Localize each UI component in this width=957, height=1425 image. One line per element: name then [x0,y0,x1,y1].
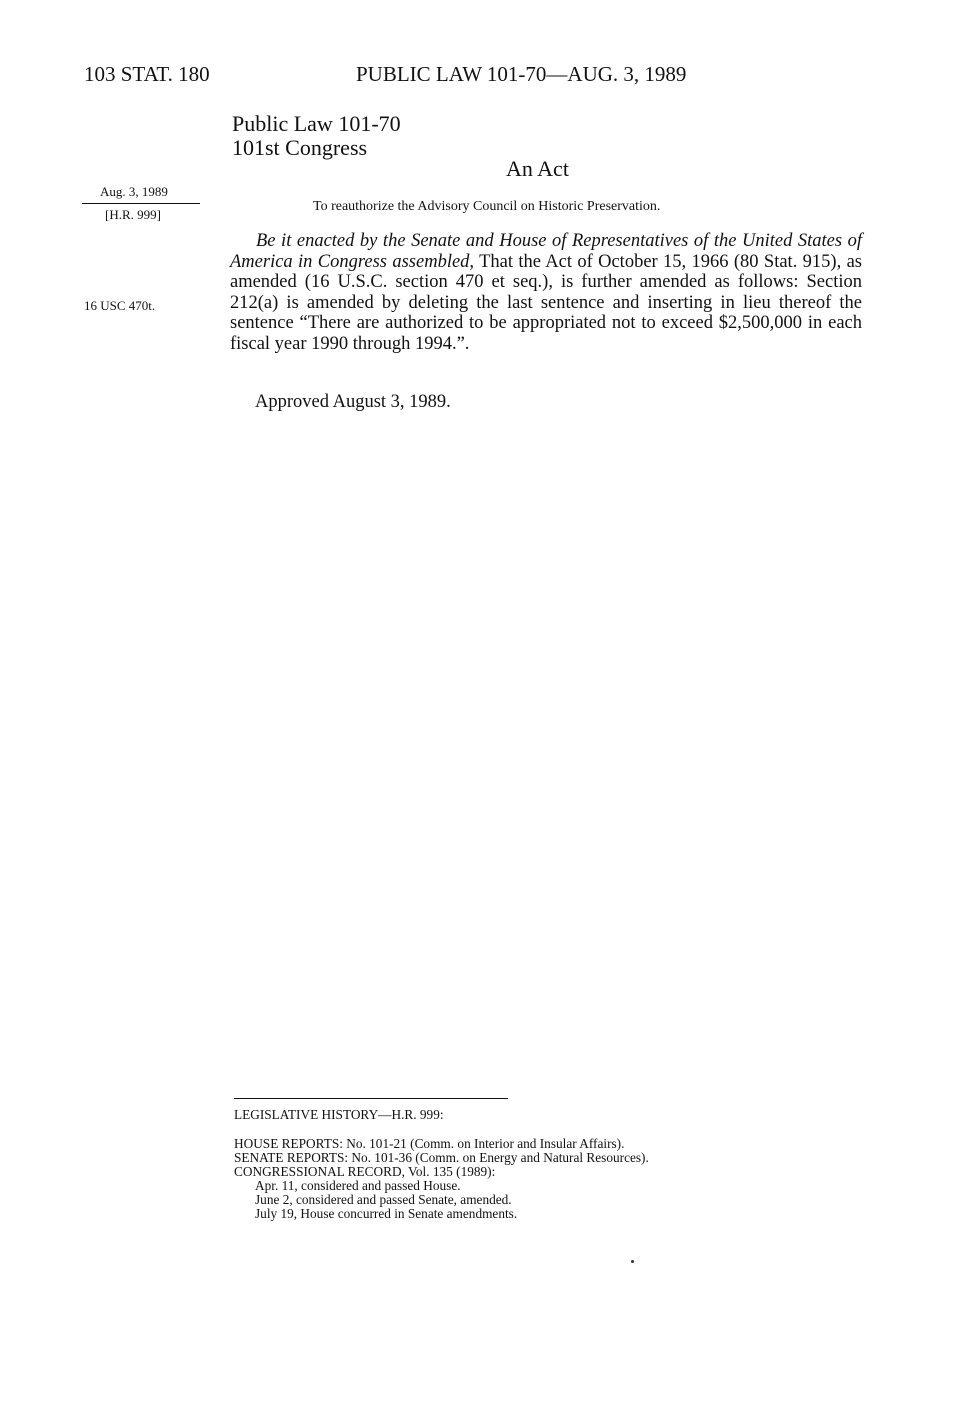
approval-date: Approved August 3, 1989. [255,392,451,412]
scan-speck [631,1260,634,1263]
legislative-history-heading: LEGISLATIVE HISTORY—H.R. 999: [234,1107,444,1122]
margin-date: Aug. 3, 1989 [100,184,168,199]
senate-reports: SENATE REPORTS: No. 101-36 (Comm. on Energy and Natural Resources). [234,1150,649,1165]
enacting-clause: Be it enacted by the Senate and House of Representatives of the United States of America in Congress assembled, [230,231,862,272]
enacting-paragraph [230,231,862,354]
margin-usc-citation: 16 USC 470t. [84,298,156,313]
history-action: Apr. 11, considered and passed House. [255,1178,461,1193]
margin-divider [82,203,200,204]
running-head: PUBLIC LAW 101-70—AUG. 3, 1989 [356,62,687,86]
house-reports: HOUSE REPORTS: No. 101-21 (Comm. on Interior and Insular Affairs). [234,1136,625,1151]
purpose-statement: To reauthorize the Advisory Council on Historic Preservation. [313,199,661,214]
statute-citation: 103 STAT. 180 [84,62,210,86]
history-action: June 2, considered and passed Senate, amended. [255,1192,512,1207]
footnote-divider [234,1098,508,1099]
an-act-heading: An Act [506,156,569,181]
margin-bill-number: [H.R. 999] [105,207,161,222]
congressional-record: CONGRESSIONAL RECORD, Vol. 135 (1989): [234,1164,496,1179]
public-law-number: Public Law 101-70 [232,111,401,136]
body-text: That the Act of October 15, 1966 (80 Stat. 915), as amended (16 U.S.C. section 470 et seq.), is further amended as follows: Section 212(a) is amended by deleting the last sentence and inserting in lieu thereof the sentence “There are authorized to be appropriated not to exceed $2,500,000 in each fiscal year 1990 through 1994.”. [230,251,862,354]
congress-label: 101st Congress [232,135,368,160]
history-action: July 19, House concurred in Senate amendments. [255,1206,518,1221]
